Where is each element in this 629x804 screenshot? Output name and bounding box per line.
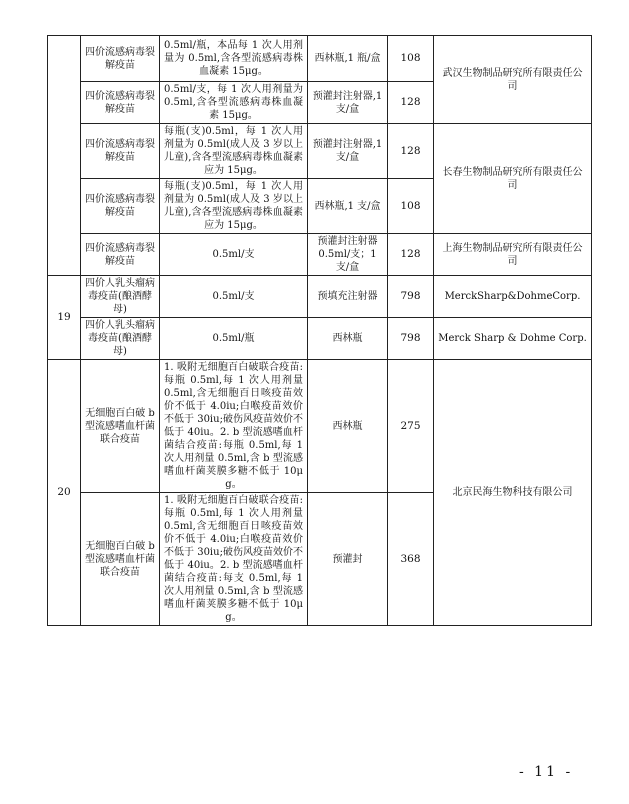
vaccine-price: 128: [388, 234, 434, 276]
vaccine-spec: 1. 吸附无细胞百白破联合疫苗:每瓶 0.5ml,每 1 次人用剂量 0.5ml,含无细胞百日咳疫苗效价不低于 4.0iu;白喉疫苗效价不低于 30iu;破伤风疫苗效价不低于 40iu。2. b 型流感嗜血杆菌结合疫苗:每瓶 0.5ml,每 1 次人用剂量 0.5ml,含 b 型流感嗜血杆菌荚膜多糖不低于 10μg。: [160, 360, 308, 493]
vaccine-name: 四价流感病毒裂解疫苗: [81, 82, 160, 124]
row-number-cell: [48, 36, 81, 276]
table-row: [48, 318, 592, 360]
vaccine-spec: 1. 吸附无细胞百白破联合疫苗:每瓶 0.5ml,每 1 次人用剂量 0.5ml,含无细胞百日咳疫苗效价不低于 4.0iu;白喉疫苗效价不低于 30iu;破伤风疫苗效价不低于 40iu。2. b 型流感嗜血杆菌结合疫苗:每支 0.5ml,每 1 次人用剂量 0.5ml,含 b 型流感嗜血杆菌荚膜多糖不低于 10μg。: [160, 493, 308, 626]
vaccine-packaging: 西林瓶: [308, 318, 388, 360]
vaccine-spec: 0.5ml/支，每 1 次人用剂量为 0.5ml,含各型流感病毒株血凝素 15μg。: [160, 82, 308, 124]
manufacturer: Merck Sharp & Dohme Corp.: [434, 318, 592, 360]
vaccine-price: 128: [388, 124, 434, 179]
vaccine-name: 四价人乳头瘤病毒疫苗(酿酒酵母): [81, 276, 160, 318]
table-row: [48, 234, 592, 276]
row-number: 19: [48, 276, 81, 360]
vaccine-price: 128: [388, 82, 434, 124]
vaccine-name: 无细胞百白破 b 型流感嗜血杆菌联合疫苗: [81, 360, 160, 493]
vaccine-name: 四价流感病毒裂解疫苗: [81, 179, 160, 234]
table-row: [48, 276, 592, 318]
vaccine-packaging: 预灌封注射器,1 支/盒: [308, 82, 388, 124]
manufacturer: 长春生物制品研究所有限责任公司: [434, 124, 592, 234]
table-row: [48, 124, 592, 179]
vaccine-price: 798: [388, 318, 434, 360]
vaccine-packaging: 西林瓶,1 支/盒: [308, 179, 388, 234]
vaccine-price: 108: [388, 36, 434, 82]
vaccine-spec: 0.5ml/瓶，本品每 1 次人用剂量为 0.5ml,含各型流感病毒株血凝素 15μg。: [160, 36, 308, 82]
vaccine-name: 四价人乳头瘤病毒疫苗(酿酒酵母): [81, 318, 160, 360]
vaccine-spec: 每瓶(支)0.5ml，每 1 次人用剂量为 0.5ml(成人及 3 岁以上儿童),含各型流感病毒株血凝素应为 15μg。: [160, 124, 308, 179]
manufacturer: 武汉生物制品研究所有限责任公司: [434, 36, 592, 124]
vaccine-name: 四价流感病毒裂解疫苗: [81, 234, 160, 276]
vaccine-packaging: 西林瓶,1 瓶/盒: [308, 36, 388, 82]
vaccine-price: 798: [388, 276, 434, 318]
vaccine-spec: 0.5ml/瓶: [160, 318, 308, 360]
vaccine-name: 四价流感病毒裂解疫苗: [81, 124, 160, 179]
page-number: - 11 -: [519, 764, 574, 780]
manufacturer: 上海生物制品研究所有限责任公司: [434, 234, 592, 276]
table-row: [48, 36, 592, 82]
vaccine-packaging: 预灌封注射器,1 支/盒: [308, 124, 388, 179]
vaccine-price-table: [47, 35, 592, 626]
vaccine-name: 无细胞百白破 b 型流感嗜血杆菌联合疫苗: [81, 493, 160, 626]
vaccine-spec: 0.5ml/支: [160, 276, 308, 318]
vaccine-price: 275: [388, 360, 434, 493]
row-number: 20: [48, 360, 81, 626]
manufacturer: 北京民海生物科技有限公司: [434, 360, 592, 626]
vaccine-price: 368: [388, 493, 434, 626]
vaccine-price: 108: [388, 179, 434, 234]
vaccine-spec: 每瓶(支)0.5ml，每 1 次人用剂量为 0.5ml(成人及 3 岁以上儿童),含各型流感病毒株血凝素应为 15μg。: [160, 179, 308, 234]
vaccine-name: 四价流感病毒裂解疫苗: [81, 36, 160, 82]
table-row: [48, 360, 592, 493]
vaccine-packaging: 西林瓶: [308, 360, 388, 493]
vaccine-packaging: 预灌封注射器 0.5ml/支；1 支/盒: [308, 234, 388, 276]
manufacturer: MerckSharp&DohmeCorp.: [434, 276, 592, 318]
vaccine-packaging: 预灌封: [308, 493, 388, 626]
vaccine-packaging: 预填充注射器: [308, 276, 388, 318]
vaccine-spec: 0.5ml/支: [160, 234, 308, 276]
